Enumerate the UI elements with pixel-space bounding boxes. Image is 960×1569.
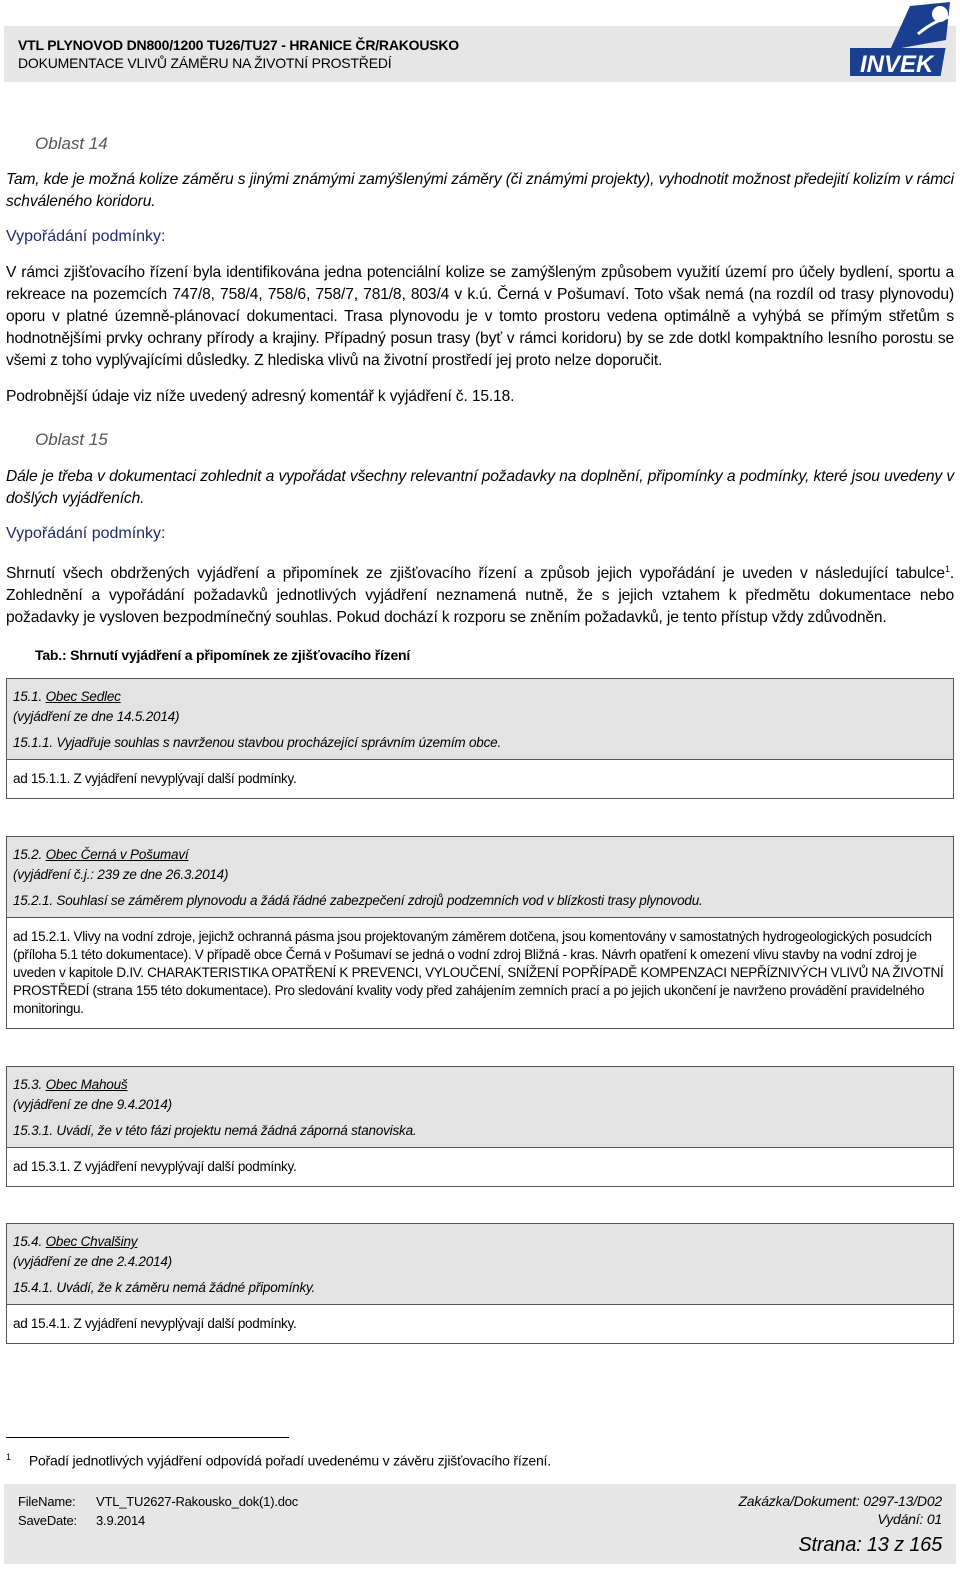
document-title: VTL PLYNOVOD DN800/1200 TU26/TU27 - HRANICE ČR/RAKOUSKO <box>18 37 459 53</box>
page-header <box>4 26 956 82</box>
section-title-oblast-15: Oblast 15 <box>35 430 108 449</box>
table-entry: 15.1. Obec Sedlec (vyjádření ze dne 14.5.2014) 15.1.1. Vyjadřuje souhlas s navrženou stavbou procházející správním územím obce. ad 15.1.1. Z vyjádření nevyplývají další podmínky. <box>6 678 954 799</box>
order-document-number: Zakázka/Dokument: 0297-13/D02 <box>738 1493 942 1509</box>
edition-number: Vydání: 01 <box>877 1511 942 1527</box>
document-subtitle: DOKUMENTACE VLIVŮ ZÁMĚRU NA ŽIVOTNÍ PROSTŘEDÍ <box>18 55 392 71</box>
footnote-reference: 1 <box>944 564 950 574</box>
page-footer <box>4 1484 956 1564</box>
logo-text: INVEK <box>860 51 934 78</box>
oblast-15-text: Shrnutí všech obdržených vyjádření a připomínek ze zjišťovacího řízení a způsob jejich vypořádání je uveden v následující tabulce$^1$. Zohlednění a vypořádání požadavků jednotlivých vyjádření neznamená nutně, že s jejich vztahem k předmětu dokumentace nebo požadavky je vysloven bezpodmínečný souhlas. Pokud dochází k rozporu se zněním požadavků, je tento přístup vždy zdůvodněn. <box>6 564 954 627</box>
filename-value: VTL_TU2627-Rakousko_dok(1).doc <box>96 1494 299 1509</box>
invek-logo <box>850 0 958 82</box>
oblast-15-condition-label: Vypořádání podmínky: <box>6 525 166 542</box>
oblast-14-intro: Tam, kde je možná kolize záměru s jinými známými zamýšlenými záměry (či známými projekty), vyhodnotit možnost předejití kolizím v rámci schváleného koridoru. <box>6 171 954 210</box>
page-number: Strana: 13 z 165 <box>798 1534 942 1556</box>
table-entry: 15.4. Obec Chvalšiny (vyjádření ze dne 2.4.2014) 15.4.1. Uvádí, že k záměru nemá žádné připomínky. ad 15.4.1. Z vyjádření nevyplývají další podmínky. <box>6 1223 954 1344</box>
section-title-oblast-14: Oblast 14 <box>35 134 108 153</box>
footnote-separator <box>6 1437 289 1438</box>
savedate-label: SaveDate: <box>18 1513 77 1528</box>
filename-label: FileName: <box>18 1494 76 1509</box>
table-entry: 15.2. Obec Černá v Pošumaví (vyjádření č.j.: 239 ze dne 26.3.2014) 15.2.1. Souhlasí se záměrem plynovodu a žádá řádné zabezpečení zdrojů podzemních vod v blízkosti trasy plynovodu. ad 15.2.1. Vlivy na vodní zdroje, jejichž ochranná pásma jsou projektovaným záměrem dotčena, jsou komentovány v samostatných hydrogeologických posudcích (příloha 5.1 této dokumentace). V případě obce Černá v Pošumaví se jedná o vodní zdroj Bližná - kras. Návrh opatření k omezení vlivu stavby na vodní zdroj je uveden v kapitole D.IV. CHARAKTERISTIKA OPATŘENÍ K PREVENCI, VYLOUČENÍ, SNÍŽENÍ POPŘÍPADĚ KOMPENZACI NEPŘÍZNIVÝCH VLIVŮ NA ŽIVOTNÍ PROSTŘEDÍ (strana 155 této dokumentace). Pro sledování kvality vody před zahájením zemních prací a po jejich ukončení je navrženo provádění pravidelného monitoringu. <box>6 836 954 1029</box>
savedate-value: 3.9.2014 <box>96 1513 146 1528</box>
oblast-15-intro: Dále je třeba v dokumentaci zohlednit a vypořádat všechny relevantní požadavky na doplnění, připomínky a podmínky, které jsou uvedeny v došlých vyjádřeních. <box>6 468 954 507</box>
oblast-14-condition-label: Vypořádání podmínky: <box>6 228 166 245</box>
footnote: $^1$ Pořadí jednotlivých vyjádření odpovídá pořadí uvedenému v závěru zjišťovacího řízení. <box>6 1452 551 1469</box>
oblast-14-text: V rámci zjišťovacího řízení byla identifikována jedna potenciální kolize se zamýšleným způsobem využití území pro účely bydlení, sportu a rekreace na pozemcích 747/8, 758/4, 758/6, 758/7, 781/8, 803/4 v k.ú. Černá v Pošumaví. Toto však nemá (na rozdíl od trasy plynovodu) oporu v platné územně-plánovací dokumentaci. Trasa plynovodu je v tomto prostoru vedena optimálně a vyhýbá se přímým střetům s hodnotnějšími prvky ochrany přírody a krajiny. Případný posun trasy (byť v rámci koridoru) by se zde dotkl kompaktního lesního porostu se všemi z toho vyplývajícími důsledky. Z hlediska vlivů na životní prostředí jej proto nelze doporučit. <box>6 264 954 369</box>
oblast-14-reference: Podrobnější údaje viz níže uvedený adresný komentář k vyjádření č. 15.18. <box>6 388 515 405</box>
table-entry: 15.3. Obec Mahouš (vyjádření ze dne 9.4.2014) 15.3.1. Uvádí, že v této fázi projektu nemá žádná záporná stanoviska. ad 15.3.1. Z vyjádření nevyplývají další podmínky. <box>6 1066 954 1187</box>
table-caption: Tab.: Shrnutí vyjádření a připomínek ze zjišťovacího řízení <box>35 647 411 663</box>
